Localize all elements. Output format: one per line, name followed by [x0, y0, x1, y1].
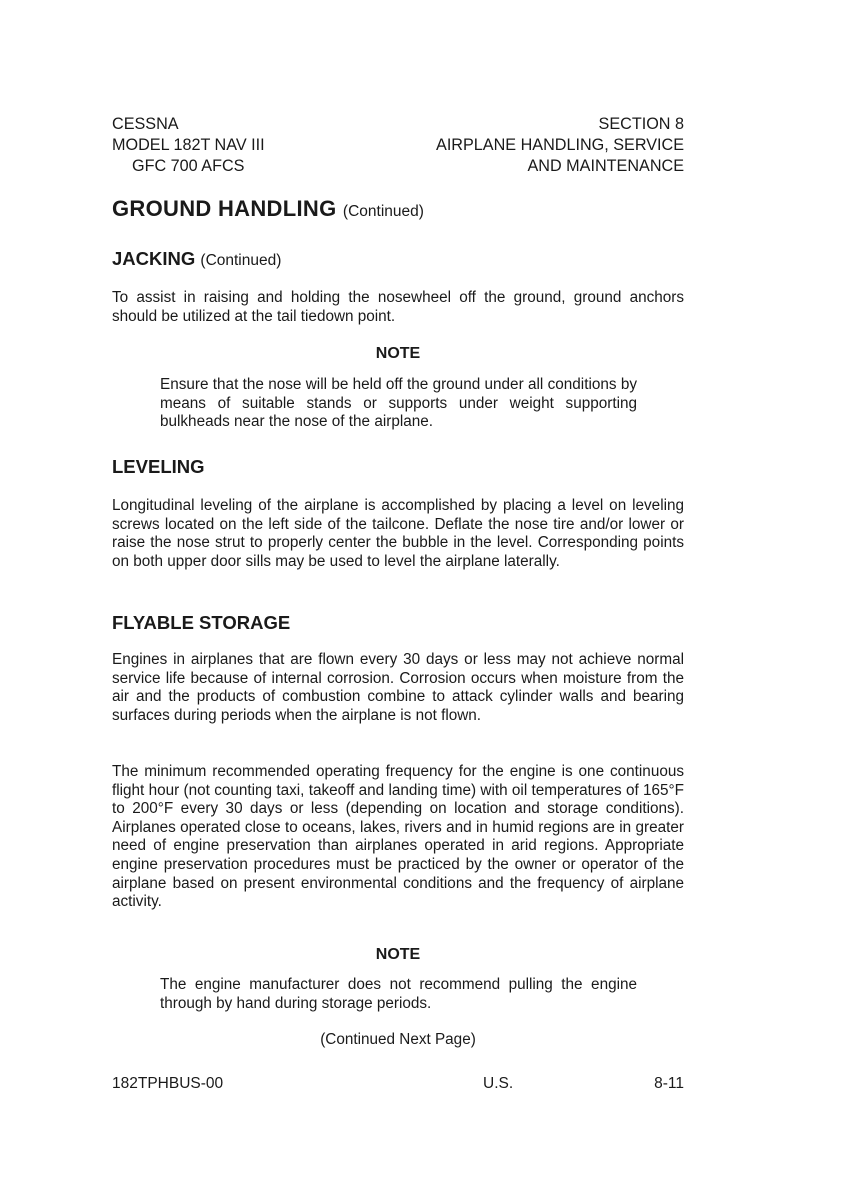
manual-page — [112, 0, 684, 1190]
footer-doc-number: 182TPHBUS-00 — [112, 1075, 224, 1092]
footer-region: U.S. — [483, 1075, 514, 1092]
flyable-storage-paragraph-2: The minimum recommended operating frequency for the engine is one continuous flight hour (not counting taxi, takeoff and landing time) with oil temperatures of 165°F to 200°F every 30 days or less (depending on location and storage conditions). Airplanes operated close to oceans, lakes, rivers and in humid regions are in greater need of engine preservation than airplanes operated in arid regions. Appropriate engine preservation procedures must be practiced by the owner or operator of the airplane based on present environmental conditions and the frequency of airplane activity. — [112, 763, 684, 911]
header-left — [112, 114, 265, 177]
jacking-paragraph: To assist in raising and holding the nosewheel off the ground, ground anchors should be utilized at the tail tiedown point. — [112, 289, 684, 325]
section-title: GROUND HANDLING — [112, 196, 337, 221]
header-autopilot: GFC 700 AFCS — [132, 157, 245, 175]
jacking-heading — [112, 248, 281, 270]
header-section-title-2: AND MAINTENANCE — [527, 157, 684, 175]
flyable-storage-note-text: The engine manufacturer does not recommend pulling the engine through by hand during storage periods. — [160, 976, 637, 1012]
header-manufacturer: CESSNA — [112, 115, 179, 133]
flyable-storage-note-title: NOTE — [375, 946, 421, 963]
footer-page-number: 8-11 — [654, 1075, 684, 1092]
jacking-note-title: NOTE — [375, 345, 421, 362]
jacking-note-text: Ensure that the nose will be held off the ground under all conditions by means of suitable stands or supports under weight supporting bulkheads near the nose of the airplane. — [160, 376, 637, 431]
jacking-continued: (Continued) — [200, 252, 282, 269]
leveling-heading: LEVELING — [112, 456, 205, 477]
continued-next-page: (Continued Next Page) — [320, 1031, 476, 1048]
header-section: SECTION 8 — [598, 115, 684, 133]
jacking-title: JACKING — [112, 248, 196, 269]
header-right — [436, 114, 684, 177]
section-continued: (Continued) — [342, 203, 424, 220]
flyable-storage-paragraph-1: Engines in airplanes that are flown every 30 days or less may not achieve normal service life because of internal corrosion. Corrosion occurs when moisture from the air and the products of combustion combine to attack cylinder walls and bearing surfaces during periods when the airplane is not flown. — [112, 651, 684, 724]
header-model: MODEL 182T NAV III — [112, 136, 265, 154]
leveling-paragraph: Longitudinal leveling of the airplane is accomplished by placing a level on leveling screws located on the left side of the tailcone. Deflate the nose tire and/or lower or raise the nose strut to properly center the bubble in the level. Corresponding points on both upper door sills may be used to level the airplane laterally. — [112, 497, 684, 570]
flyable-storage-heading: FLYABLE STORAGE — [112, 612, 291, 633]
section-heading — [112, 196, 424, 222]
header-section-title-1: AIRPLANE HANDLING, SERVICE — [436, 136, 684, 154]
